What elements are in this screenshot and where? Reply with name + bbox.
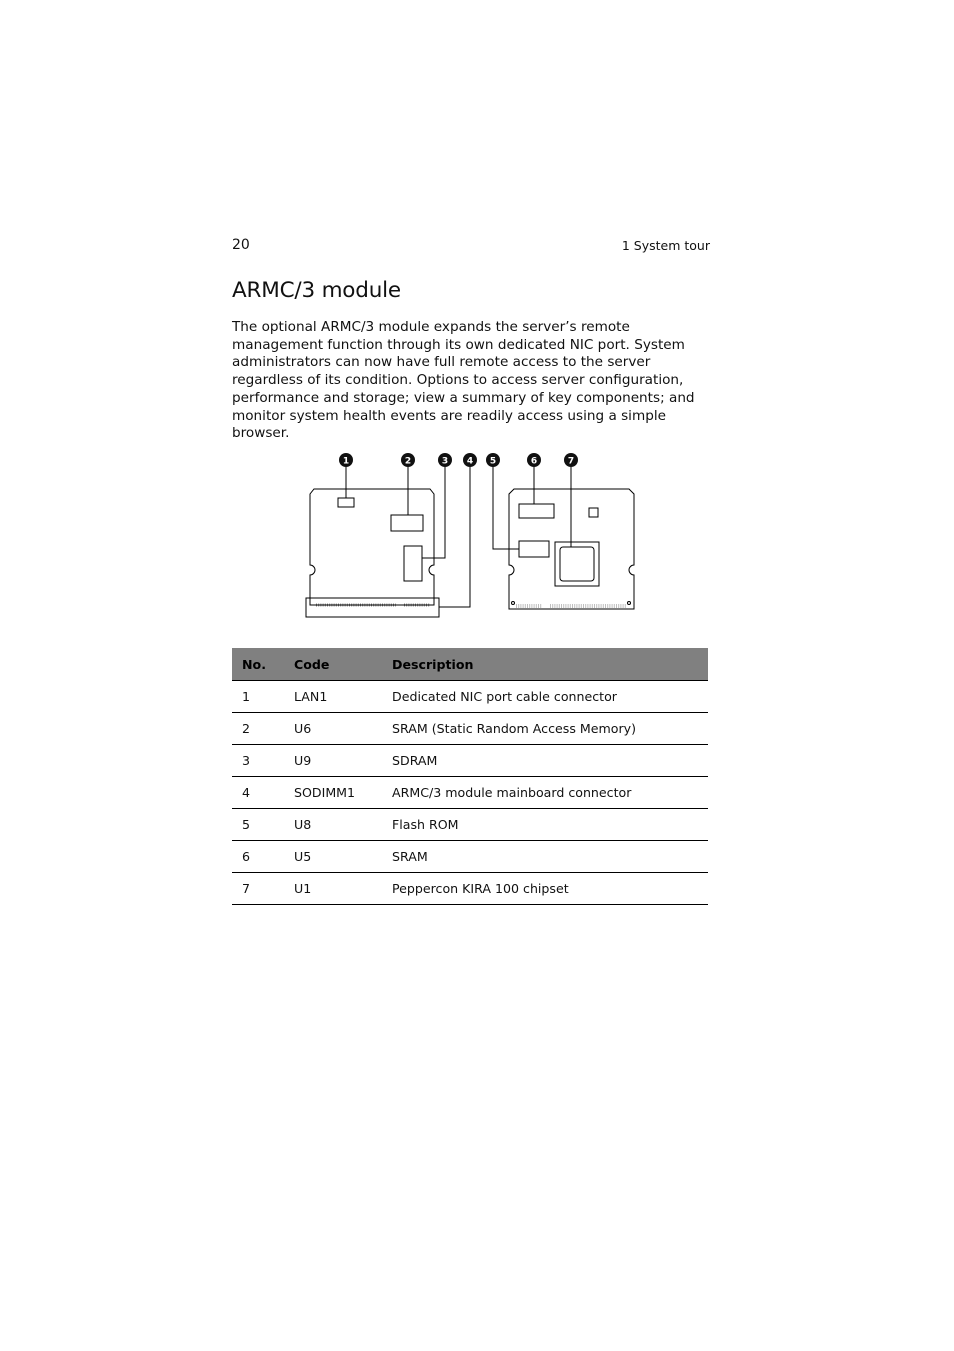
page-number: 20 bbox=[232, 237, 250, 253]
armc3-module-diagram bbox=[300, 448, 640, 620]
row-no: 3 bbox=[232, 745, 294, 777]
callout-1 bbox=[339, 453, 353, 467]
table-row bbox=[232, 713, 708, 745]
row-no: 2 bbox=[232, 713, 294, 745]
callout-6 bbox=[527, 453, 541, 467]
row-no: 7 bbox=[232, 873, 294, 905]
callout-7 bbox=[564, 453, 578, 467]
table-header-row bbox=[232, 648, 708, 681]
board-front bbox=[306, 489, 439, 617]
row-code: U8 bbox=[294, 809, 392, 841]
svg-text:3: 3 bbox=[441, 456, 449, 467]
callout-4 bbox=[463, 453, 477, 467]
header-no: No. bbox=[232, 648, 294, 681]
table-row bbox=[232, 873, 708, 905]
row-no: 6 bbox=[232, 841, 294, 873]
table-row bbox=[232, 681, 708, 713]
callout-leaders bbox=[346, 467, 571, 607]
callout-2 bbox=[401, 453, 415, 467]
row-description: Peppercon KIRA 100 chipset bbox=[392, 873, 708, 905]
header-description: Description bbox=[392, 648, 708, 681]
row-description: SRAM (Static Random Access Memory) bbox=[392, 713, 708, 745]
row-code: U5 bbox=[294, 841, 392, 873]
component-table bbox=[232, 648, 708, 905]
row-description: ARMC/3 module mainboard connector bbox=[392, 777, 708, 809]
section-title: ARMC/3 module bbox=[232, 278, 401, 303]
svg-text:1: 1 bbox=[342, 456, 350, 467]
row-code: SODIMM1 bbox=[294, 777, 392, 809]
row-no: 4 bbox=[232, 777, 294, 809]
callout-5 bbox=[486, 453, 500, 467]
row-description: Dedicated NIC port cable connector bbox=[392, 681, 708, 713]
table-row bbox=[232, 841, 708, 873]
table-row bbox=[232, 777, 708, 809]
row-description: Flash ROM bbox=[392, 809, 708, 841]
row-no: 1 bbox=[232, 681, 294, 713]
svg-text:6: 6 bbox=[530, 456, 538, 467]
row-no: 5 bbox=[232, 809, 294, 841]
board-back-edge-pins bbox=[516, 605, 626, 607]
row-code: LAN1 bbox=[294, 681, 392, 713]
svg-text:4: 4 bbox=[466, 456, 474, 467]
intro-paragraph: The optional ARMC/3 module expands the server’s remote management function through its own dedicated NIC port. System administrators can now have full remote access to the server regardless of its condition. Options to access server configuration, performance and storage; view a summary of key components; and monitor system health events are readily access using a simple browser. bbox=[232, 319, 695, 442]
svg-text:2: 2 bbox=[404, 456, 412, 467]
table-row bbox=[232, 745, 708, 777]
table-row bbox=[232, 809, 708, 841]
svg-text:5: 5 bbox=[489, 456, 497, 467]
callout-3 bbox=[438, 453, 452, 467]
row-code: U9 bbox=[294, 745, 392, 777]
svg-text:7: 7 bbox=[567, 456, 575, 467]
row-code: U1 bbox=[294, 873, 392, 905]
running-head: 1 System tour bbox=[621, 238, 710, 253]
row-description: SRAM bbox=[392, 841, 708, 873]
row-description: SDRAM bbox=[392, 745, 708, 777]
row-code: U6 bbox=[294, 713, 392, 745]
header-code: Code bbox=[294, 648, 392, 681]
